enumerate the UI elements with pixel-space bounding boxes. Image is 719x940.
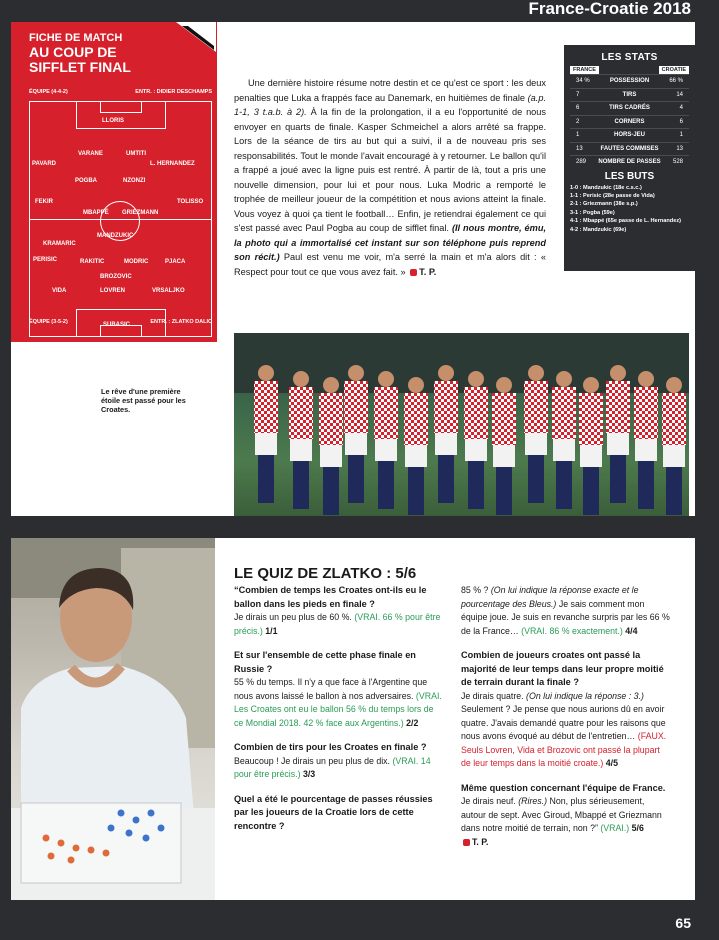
article-text-1: Une dernière histoire résume notre destin et ce qu'est ce sport : les deux penalties que Luka a frappés face au Danemark, en huitièmes de finale xyxy=(234,78,546,103)
stat-left-value: 2 xyxy=(576,118,580,125)
player-figure xyxy=(606,365,630,503)
player-brozovic: BROZOVIC xyxy=(100,274,132,280)
stat-left-value: 289 xyxy=(576,159,587,166)
photo-caption: Le rêve d'une première étoile est passé pour les Croates. xyxy=(101,387,186,414)
player-figure xyxy=(374,371,398,509)
article-aside: (Il nous montre, ému, la photo qui a immortalisé cet instant sur son téléphone puis reprend son récit.) xyxy=(234,223,547,262)
stat-row xyxy=(570,142,689,156)
croatia-coach: ENTR. : ZLATKO DALIC xyxy=(150,319,212,325)
stat-right-value: 14 xyxy=(676,91,683,98)
goal-item: 2-1 : Griezmann (38e s.p.) xyxy=(570,201,638,208)
quiz-note-5: (On lui indique la réponse : 3.) xyxy=(526,690,644,701)
match-card xyxy=(11,22,217,342)
page-number: 65 xyxy=(675,915,691,931)
quiz-answer-4b: Je sais comment mon équipe joue. Je suis en revanche surpris par les 66 % de la France… xyxy=(461,598,670,636)
player-figure xyxy=(254,365,278,503)
stat-row xyxy=(570,88,689,102)
stat-row xyxy=(570,101,689,115)
france-formation: ÉQUIPE (4-4-2) xyxy=(29,89,68,95)
match-card-title-line2: SIFFLET FINAL xyxy=(29,59,131,75)
stat-left-value: 1 xyxy=(576,132,580,139)
player-vida: VIDA xyxy=(52,288,67,294)
top-bar xyxy=(0,0,719,22)
quiz-question-2: Et sur l'ensemble de cette phase finale en Russie ? xyxy=(234,650,416,674)
player-figure xyxy=(662,377,686,515)
quiz-score-6: 5/6 xyxy=(629,823,644,833)
quiz-question-4: Quel a été le pourcentage de passes réussies par les joueurs de la Croatie lors de cette rencontre ? xyxy=(234,793,433,831)
quiz-answer-6: Je dirais neuf. xyxy=(461,796,519,806)
quiz-note-4: (On lui indique la réponse exacte et le pourcentage des Bleus.) xyxy=(461,585,639,609)
goals-list xyxy=(564,182,695,236)
stat-left-value: 13 xyxy=(576,145,583,152)
player-mandzukic: MANDZUKIC xyxy=(97,233,134,239)
quiz-answer-3: Beaucoup ! Je dirais un peu plus de dix. xyxy=(234,755,393,766)
stat-label: NOMBRE DE PASSES xyxy=(598,159,661,166)
quiz-column-left xyxy=(234,584,444,844)
quiz-answer-4: 85 % ? xyxy=(461,585,491,595)
quiz-title: LE QUIZ DE ZLATKO : 5/6 xyxy=(234,565,417,582)
goal-item: 1-1 : Perisic (28e passe de Vida) xyxy=(570,192,655,199)
match-card-title-small: FICHE DE MATCH xyxy=(29,32,123,44)
quiz-column-right xyxy=(461,584,671,860)
player-mbappe: MBAPPÉ xyxy=(83,210,109,216)
quiz-question-1: “Combien de temps les Croates ont-ils eu le ballon dans les pieds en finale ? xyxy=(234,585,427,609)
quiz-verdict-3: (VRAI. 14 pour être précis.) xyxy=(234,755,431,779)
quiz-score-4: 4/4 xyxy=(622,625,638,636)
player-figure xyxy=(634,371,658,509)
header-title: France-Croatie 2018 xyxy=(528,0,691,18)
stat-row xyxy=(570,74,689,88)
player-umtiti: UMTITI xyxy=(126,151,146,157)
quiz-score-5: 4/5 xyxy=(603,758,618,768)
quiz-signature-dot xyxy=(463,839,470,846)
stat-label: HORS-JEU xyxy=(613,132,645,139)
stats-box xyxy=(564,45,695,271)
goals-title: LES BUTS xyxy=(604,170,655,182)
player-figure xyxy=(289,371,313,509)
stat-right-value: 13 xyxy=(676,145,683,152)
stat-row xyxy=(570,115,689,129)
right-margin xyxy=(695,0,719,940)
stat-right-value: 528 xyxy=(672,159,683,166)
goal-item: 4-1 : Mbappé (65e passe de L. Hernandez) xyxy=(570,218,681,225)
team-photo-illustration xyxy=(234,333,689,516)
goal-item: 4-2 : Mandzukic (69e) xyxy=(570,226,627,233)
player-figure xyxy=(464,371,488,509)
player-figure xyxy=(492,377,516,515)
player-figure xyxy=(579,377,603,515)
match-card-title-line1: AU COUP DE xyxy=(29,44,117,60)
match-card-title xyxy=(29,32,131,75)
team-photo xyxy=(234,333,689,516)
stat-row xyxy=(570,155,689,169)
france-team-row xyxy=(29,89,212,95)
stat-left-value: 7 xyxy=(576,91,580,98)
article-body xyxy=(234,76,546,279)
player-perisic: PERISIC xyxy=(33,257,58,263)
quiz-answer-2: 55 % du temps. Il n'y a que face à l'Argentine que nous avons laissé le ballon à nos adversaires. xyxy=(234,677,428,701)
stat-row xyxy=(570,128,689,142)
quiz-answer-5b: Seulement ? Je pense que nous aurions dû en avoir quatre. J'avais demandé quatre pour les raisons que nous avons évoqué au début de l'entretien… xyxy=(461,704,666,741)
stat-right-value: 66 % xyxy=(669,78,683,85)
player-fekir: FEKIR xyxy=(35,199,53,205)
player-figure xyxy=(319,377,343,515)
quiz-verdict-6: (VRAI.) xyxy=(600,823,630,833)
stat-label: POSSESSION xyxy=(609,78,650,85)
stat-right-value: 6 xyxy=(679,118,683,125)
section-divider xyxy=(11,516,695,538)
quiz-note-6: (Rires.) xyxy=(518,796,548,806)
goal-item: 1-0 : Mandzukic (18e c.s.c.) xyxy=(570,184,642,191)
stat-left-value: 34 % xyxy=(576,78,590,85)
stat-left-value: 6 xyxy=(576,105,580,112)
pitch xyxy=(29,101,212,337)
left-margin xyxy=(0,0,11,940)
stat-label: TIRS xyxy=(622,91,637,98)
player-lovren: LOVREN xyxy=(100,288,126,294)
coach-photo-illustration xyxy=(11,538,215,900)
france-coach: ENTR. : DIDIER DESCHAMPS xyxy=(135,89,212,95)
card-corner-decoration xyxy=(176,22,216,52)
quiz-score-1: 1/1 xyxy=(262,625,278,636)
quiz-answer-5: Je dirais quatre. xyxy=(461,690,527,701)
player-subasic: SUBASIC xyxy=(103,322,131,328)
stat-right-value: 4 xyxy=(679,105,683,112)
player-pjaca: PJACA xyxy=(165,259,186,265)
player-figure xyxy=(552,371,576,509)
article-text-3: Paul est venu me voir, m'a serré la main et m'a alors dit : « Respect pour tout ce que vous avez fait. » xyxy=(234,252,546,277)
quiz-answer-1: Je dirais un peu plus de 60 %. xyxy=(234,612,355,622)
quiz-verdict-2: (VRAI. Les Croates ont eu le ballon 56 % du temps lors de ce Mondial 2018. 42 % face aux Argentins.) xyxy=(234,690,442,728)
quiz-signature: T. P. xyxy=(472,836,489,847)
quiz-score-3: 3/3 xyxy=(300,769,316,779)
signature-dot xyxy=(410,269,417,276)
quiz-score-2: 2/2 xyxy=(403,717,419,728)
quiz-verdict-4: (VRAI. 86 % exactement.) xyxy=(521,625,623,636)
croatia-formation: ÉQUIPE (3-5-2) xyxy=(29,319,68,325)
quiz-question-5: Combien de joueurs croates ont passé la majorité de leur temps dans leur propre moitié de terrain durant la finale ? xyxy=(461,650,664,687)
player-figure xyxy=(404,377,428,515)
quiz-answer-6b: Non, plus sérieusement, autour de sept. Avec Giroud, Mbappé et Griezmann dans notre moitié de terrain, non ?” xyxy=(461,796,662,833)
player-lloris: LLORIS xyxy=(102,118,124,124)
croatia-team-row xyxy=(29,319,212,325)
article-score-note: (a.p. 1-1, 3 t.a.b. à 2). xyxy=(234,92,546,117)
player-pogba: POGBA xyxy=(75,178,98,184)
quiz-verdict-5: (FAUX. Seuls Lovren, Vida et Brozovic ont passé la plupart de leur temps dans la moitié croate.) xyxy=(461,731,667,768)
stat-right-value: 1 xyxy=(679,132,683,139)
player-kramaric: KRAMARIC xyxy=(43,241,76,247)
stats-title: LES STATS xyxy=(601,52,658,63)
player-rakitic: RAKITIC xyxy=(80,259,105,265)
stats-team-left: FRANCE xyxy=(570,66,599,74)
player-pavard: PAVARD xyxy=(32,161,56,167)
stat-label: FAUTES COMMISES xyxy=(600,145,659,152)
quiz-verdict-1: (VRAI. 66 % pour être précis.) xyxy=(234,612,441,636)
player-tolisso: TOLISSO xyxy=(177,199,204,205)
coach-photo xyxy=(11,538,215,900)
player-griezmann: GRIEZMANN xyxy=(122,210,159,216)
player-modric: MODRIC xyxy=(124,259,149,265)
goal-item: 3-1 : Pogba (59e) xyxy=(570,209,615,216)
stats-team-right: CROATIE xyxy=(659,66,689,74)
player-nzonzi: NZONZI xyxy=(123,178,146,184)
article-text-2: À la fin de la prolongation, il a eu l'opportunité de nous envoyer en quarts de finale. Kasper Schmeichel a alors arrêté sa frappe. Lors de la séance de tirs au but qui a suivi, il a de nouveau pris ses responsabilités. Tout le monde l'avait encouragé à y retourner. Le ballon qu'il a frappé a joué avec la ligne puis est rentré. À partir de là, tout a pris une nouvelle dimension, pour lui et pour nous. Luka Modric a remporté le trophée de meilleur joueur de la compétition et nous avions atteint la finale. Vous voyez à quoi ça tient le football… Enfin, je retiendrai également ce qui s'est passé avec Paul Pogba au coup de sifflet final. xyxy=(234,107,546,233)
article-signature: T. P. xyxy=(419,266,437,277)
stat-label: CORNERS xyxy=(614,118,645,125)
stat-label: TIRS CADRÉS xyxy=(609,105,650,112)
player-varane: VARANE xyxy=(78,151,103,157)
player-l-hernandez: L. HERNANDEZ xyxy=(150,161,195,167)
quiz-question-6: Même question concernant l'équipe de France. xyxy=(461,782,666,793)
player-figure xyxy=(524,365,548,503)
player-figure xyxy=(344,365,368,503)
quiz-question-3: Combien de tirs pour les Croates en finale ? xyxy=(234,742,427,752)
player-vrsaljko: VRSALJKO xyxy=(152,288,185,294)
player-figure xyxy=(434,365,458,503)
bottom-bar xyxy=(0,900,719,940)
